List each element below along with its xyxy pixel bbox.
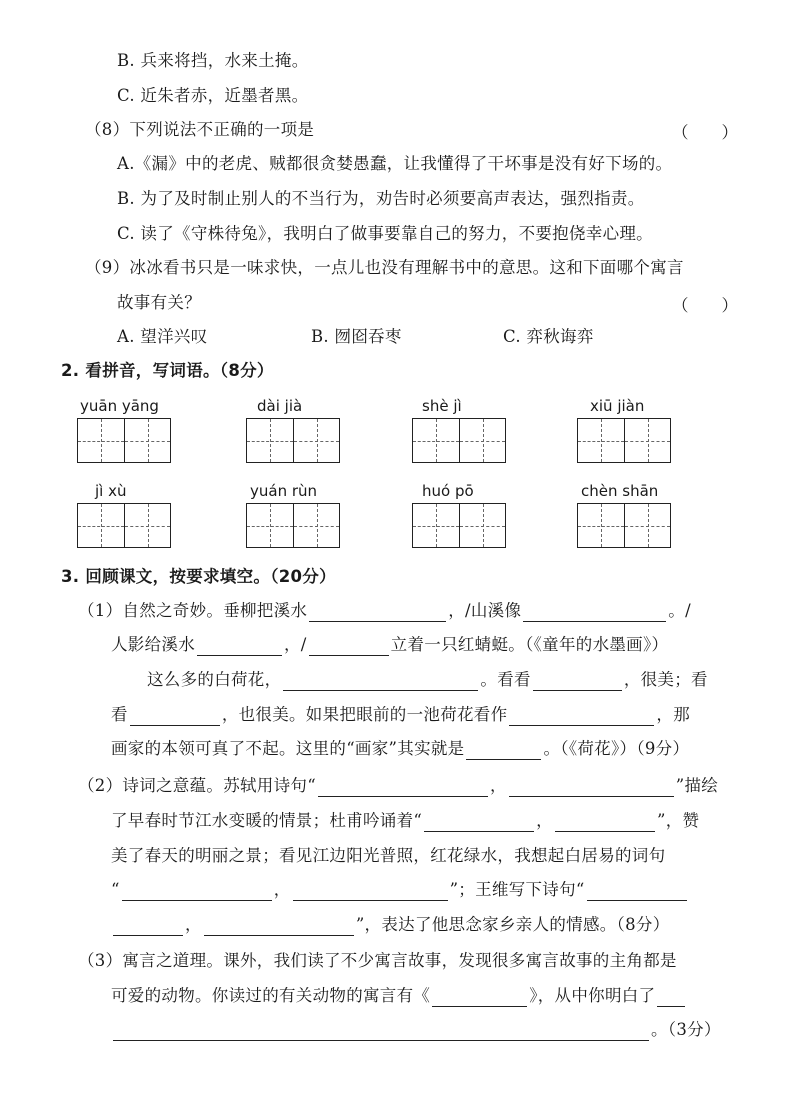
answer-blank[interactable] (309, 603, 446, 622)
answer-paren[interactable]: （ ） (672, 296, 738, 315)
fill-line (111, 634, 668, 656)
answer-blank[interactable] (466, 741, 541, 760)
pinyin-label: shè jì (422, 397, 462, 415)
option-b: B. 囫囵吞枣 (311, 327, 402, 346)
text: 画家的本领可真了不起。这里的“画家”其实就是 (111, 739, 465, 758)
writing-grid[interactable] (77, 503, 171, 548)
text: ”，表达了他思念家乡亲人的情感。（8分） (355, 915, 670, 934)
pinyin-label: dài jià (257, 397, 303, 415)
text: （1）自然之奇妙。垂柳把溪水 (78, 601, 308, 620)
answer-blank[interactable] (424, 813, 534, 832)
answer-blank[interactable] (432, 988, 527, 1007)
option-a: A. 望洋兴叹 (117, 327, 208, 346)
text: ”描绘 (675, 776, 719, 795)
section-3-title: 3. 回顾课文，按要求填空。（20分） (61, 567, 336, 586)
text: “ (111, 880, 120, 899)
writing-grid[interactable] (577, 503, 671, 548)
text: ，也很美。如果把眼前的一池荷花看作 (221, 705, 508, 724)
answer-blank[interactable] (555, 813, 655, 832)
answer-paren[interactable]: （ ） (672, 123, 738, 142)
pinyin-label: yuān yāng (80, 397, 159, 415)
text: ， (273, 880, 291, 899)
answer-blank[interactable] (523, 603, 666, 622)
option-b: B. 兵来将挡，水来土掩。 (117, 51, 309, 70)
answer-blank[interactable] (122, 882, 272, 901)
text: ，那 (656, 705, 691, 724)
answer-blank[interactable] (113, 1022, 649, 1041)
text: ，/ (284, 635, 307, 654)
text: ， (536, 811, 553, 830)
fill-line (78, 600, 691, 622)
option-c: C. 弈秋诲弈 (503, 327, 594, 346)
pinyin-label: jì xù (95, 482, 127, 500)
fill-line (111, 810, 699, 832)
writing-grid[interactable] (577, 418, 671, 463)
fill-line (78, 775, 718, 797)
option-c: C. 近朱者赤，近墨者黑。 (117, 86, 309, 105)
text: 。（3分） (651, 1020, 721, 1039)
answer-blank[interactable] (309, 637, 389, 656)
answer-blank[interactable] (293, 882, 448, 901)
answer-blank[interactable] (318, 778, 488, 797)
text: 。（《荷花》）（9分） (543, 739, 690, 758)
fill-line: 美了春天的明丽之景；看见江边阳光普照，红花绿水，我想起白居易的词句 (111, 846, 666, 865)
fill-line (111, 879, 689, 901)
pinyin-label: chèn shān (581, 482, 659, 500)
section-2-title: 2. 看拼音，写词语。（8分） (61, 361, 274, 380)
writing-grid[interactable] (77, 418, 171, 463)
fill-line (111, 1019, 721, 1041)
text: 了早春时节江水变暖的情景；杜甫吟诵着“ (111, 811, 423, 830)
text: ，很美；看 (623, 670, 708, 689)
text: ”；王维写下诗句“ (449, 880, 585, 899)
answer-blank[interactable] (113, 917, 183, 936)
option-c: C. 读了《守株待兔》，我明白了做事要靠自己的努力，不要抱侥幸心理。 (117, 224, 653, 243)
fill-line: （3）寓言之道理。课外，我们读了不少寓言故事，发现很多寓言故事的主角都是 (78, 951, 677, 970)
answer-blank[interactable] (197, 637, 282, 656)
answer-blank[interactable] (283, 672, 478, 691)
text: 可爱的动物。你读过的有关动物的寓言有《 (111, 986, 431, 1005)
text: （2）诗词之意蕴。苏轼用诗句“ (78, 776, 316, 795)
pinyin-label: xiū jiàn (590, 397, 645, 415)
text: 。/ (668, 601, 691, 620)
answer-blank[interactable] (130, 707, 220, 726)
answer-blank[interactable] (509, 707, 654, 726)
question-8-stem: （8）下列说法不正确的一项是 (85, 120, 315, 139)
question-9-stem: （9）冰冰看书只是一味求快，一点儿也没有理解书中的意思。这和下面哪个寓言 (85, 258, 684, 277)
fill-line (111, 985, 687, 1007)
text: ”，赞 (656, 811, 700, 830)
fill-line (147, 669, 708, 691)
writing-grid[interactable] (412, 503, 506, 548)
answer-blank[interactable] (509, 778, 674, 797)
text: 。看看 (480, 670, 531, 689)
text: 》，从中你明白了 (529, 986, 656, 1005)
fill-line (111, 738, 689, 760)
option-b: B. 为了及时制止别人的不当行为，劝告时必须要高声表达，强烈指责。 (117, 189, 645, 208)
fill-line (111, 704, 690, 726)
writing-grid[interactable] (246, 503, 340, 548)
answer-blank[interactable] (587, 882, 687, 901)
text: ， (489, 776, 507, 795)
writing-grid[interactable] (246, 418, 340, 463)
text: ，/山溪像 (448, 601, 522, 620)
question-9-stem-cont: 故事有关？ (117, 293, 201, 312)
text: 看 (111, 705, 128, 724)
answer-blank[interactable] (533, 672, 622, 691)
fill-line (111, 914, 670, 936)
pinyin-label: huó pō (422, 482, 474, 500)
text: 人影给溪水 (111, 635, 195, 654)
answer-blank[interactable] (204, 917, 354, 936)
writing-grid[interactable] (412, 418, 506, 463)
text: 立着一只红蜻蜓。（《童年的水墨画》） (390, 635, 669, 654)
pinyin-label: yuán rùn (250, 482, 318, 500)
text: 这么多的白荷花， (147, 670, 282, 689)
answer-blank[interactable] (657, 988, 685, 1007)
option-a: A.《漏》中的老虎、贼都很贪婪愚蠢，让我懂得了干坏事是没有好下场的。 (117, 154, 673, 173)
text: ， (185, 915, 202, 934)
